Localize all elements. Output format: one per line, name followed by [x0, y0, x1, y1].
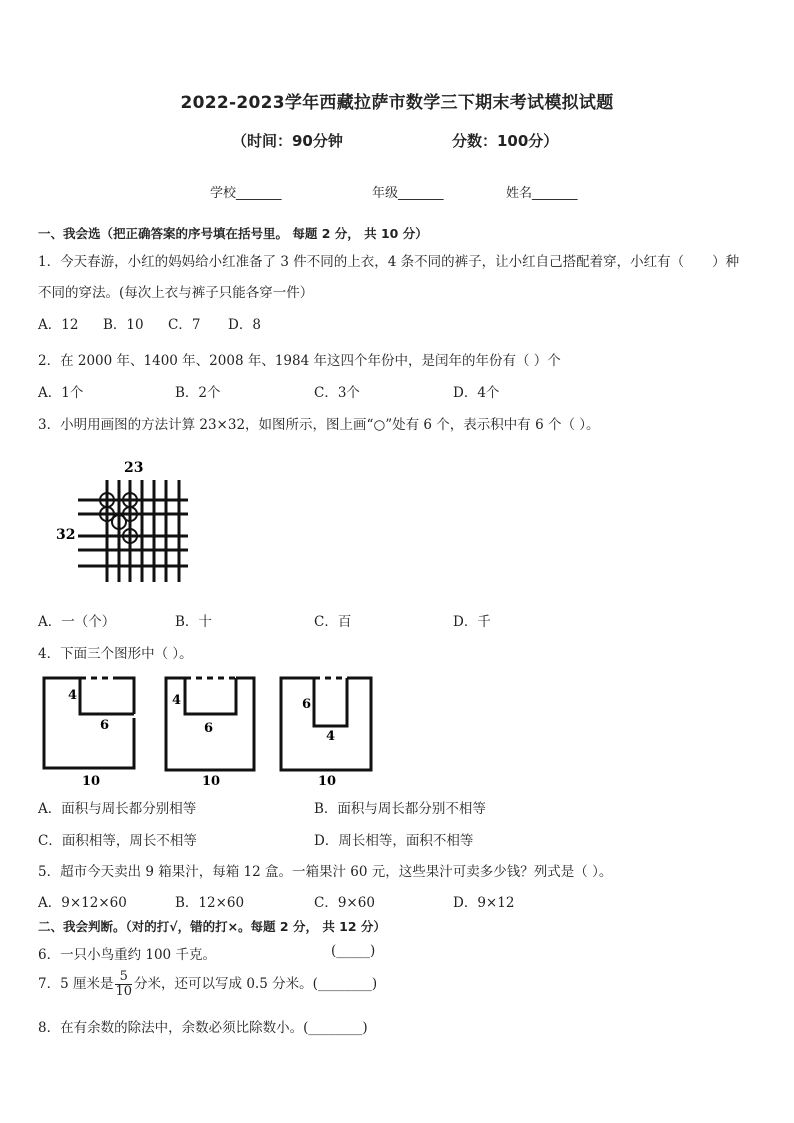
q5-option-d[interactable]: D．9×12 [453, 895, 515, 911]
multiplication-grid-figure [48, 456, 198, 586]
q2-option-d[interactable]: D．4个 [453, 385, 500, 401]
section2-heading: 二、我会判断。（对的打√，错的打×。每题 2 分， 共 12 分） [38, 919, 386, 934]
grid-left-label: 32 [56, 527, 76, 543]
name-field: 姓名_______ [506, 186, 578, 201]
question-5: 5．超市今天卖出 9 箱果汁，每箱 12 盒。一箱果汁 60 元，这些果汁可卖多少钱？列式是（ ）。 [38, 864, 613, 880]
q3-option-a[interactable]: A．一（个） [38, 614, 116, 630]
shape-3-side-label: 6 [302, 697, 312, 712]
section1-heading: 一、我会选（把正确答案的序号填在括号里。 每题 2 分， 共 10 分） [38, 226, 428, 241]
q4-option-b[interactable]: B．面积与周长都分别不相等 [314, 801, 486, 817]
question-1-line2: 不同的穿法。(每次上衣与裤子只能各穿一件） [38, 285, 314, 301]
question-2: 2．在 2000 年、1400 年、2008 年、1984 年这四个年份中，是闰年的年份有（ ）个 [38, 353, 561, 369]
school-field: 学校_______ [210, 186, 282, 201]
question-7: 7．5 厘米是 $\frac{5}{10}$ 分米，还可以写成 0.5 分米。(________) [38, 969, 378, 999]
shape-3-inner-label: 4 [326, 729, 336, 744]
shape-1-side-label: 4 [68, 688, 78, 703]
grade-field: 年级_______ [372, 186, 444, 201]
q3-option-b[interactable]: B．十 [175, 614, 212, 630]
q4-option-a[interactable]: A．面积与周长都分别相等 [38, 801, 197, 817]
shape-1-inner-label: 6 [100, 718, 110, 733]
shape-2-inner-label: 6 [204, 721, 214, 736]
question-8: 8．在有余数的除法中，余数必须比除数小。(________) [38, 1020, 368, 1036]
q2-option-a[interactable]: A．1个 [38, 385, 84, 401]
q5-option-a[interactable]: A．9×12×60 [38, 895, 127, 911]
q2-option-c[interactable]: C．3个 [314, 385, 360, 401]
shape-2-side-label: 4 [172, 693, 182, 708]
question-6: 6．一只小鸟重约 100 千克。 [38, 947, 216, 963]
q5-option-c[interactable]: C．9×60 [314, 895, 375, 911]
shape-3 [281, 678, 371, 789]
q6-answer-blank[interactable]: (_____) [331, 943, 376, 959]
q3-option-c[interactable]: C．百 [314, 614, 352, 630]
question-4: 4．下面三个图形中（ ）。 [38, 646, 193, 662]
time-label: （时间：90分钟 [232, 132, 343, 150]
question-3: 3．小明用画图的方法计算 23×32，如图所示，图上画“○”处有 6 个，表示积中有 6 个（ ）。 [38, 417, 600, 433]
shapes-figure [38, 672, 398, 792]
q5-option-b[interactable]: B．12×60 [175, 895, 245, 911]
q4-option-d[interactable]: D．周长相等，面积不相等 [314, 833, 474, 849]
q4-option-c[interactable]: C．面积相等，周长不相等 [38, 833, 197, 849]
q1-option-a[interactable]: A．12 [38, 317, 79, 333]
shape-3-bottom-label: 10 [318, 774, 337, 789]
page-title: 2022-2023学年西藏拉萨市数学三下期末考试模拟试题 [180, 93, 614, 113]
score-label: 分数：100分） [452, 132, 559, 150]
q1-option-c[interactable]: C．7 [168, 317, 201, 333]
q2-option-b[interactable]: B．2个 [175, 385, 221, 401]
q1-option-d[interactable]: D．8 [228, 317, 261, 333]
shape-1-bottom-label: 10 [82, 774, 101, 789]
shape-2-bottom-label: 10 [202, 774, 221, 789]
grid-lines [78, 480, 188, 582]
grid-top-label: 23 [124, 460, 144, 476]
q1-option-b[interactable]: B．10 [103, 317, 144, 333]
shape-2 [166, 678, 254, 789]
shape-1 [44, 678, 134, 789]
fraction-5-10: $\frac{5}{10}$ [115, 969, 133, 999]
q3-option-d[interactable]: D．千 [453, 614, 491, 630]
question-1-line1: 1．今天春游，小红的妈妈给小红准备了 3 件不同的上衣，4 条不同的裤子，让小红自己搭配着穿，小红有（ ）种 [38, 254, 740, 270]
